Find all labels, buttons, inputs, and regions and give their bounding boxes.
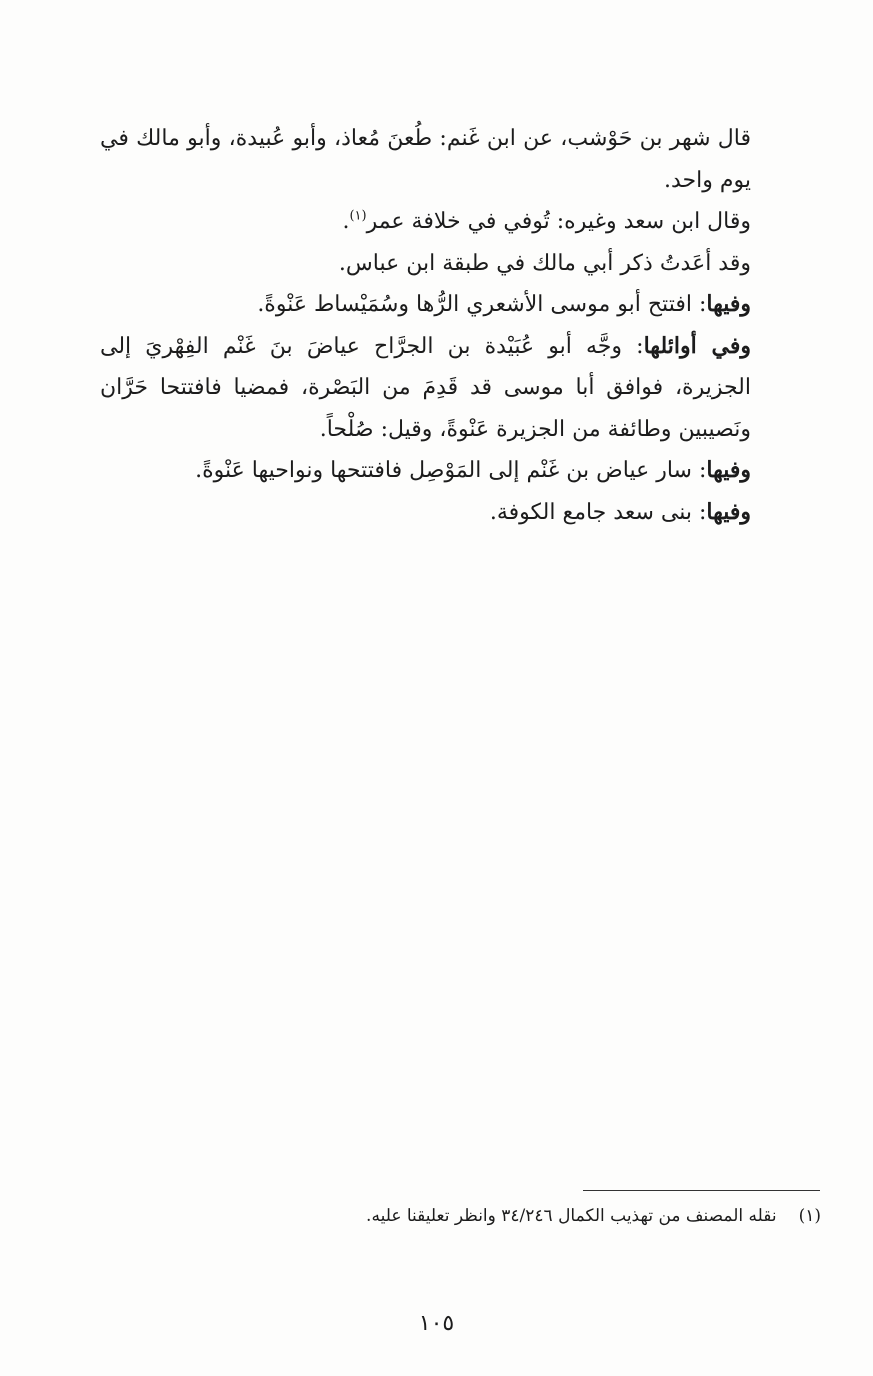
text-line	[100, 118, 803, 201]
footnote-divider	[583, 1190, 820, 1191]
paragraph-text: : وجَّه أبو عُبَيْدة بن الجرَّاح عياضَ بنَ غَنْم الفِهْريَ إلى الجزيرة، فوافق أبا موسى قد قَدِمَ من البَصْرة، فمضيا فافتتحا حَرَّان ونَصيبين وطائفة من الجزيرة عَنْوةً، وقيل: صُلْحاً.	[100, 333, 751, 442]
footnote-marker[interactable]: (١)	[349, 208, 367, 224]
paragraph-label: وفيها	[706, 498, 751, 525]
text-line	[100, 201, 803, 243]
line-4: وقد أعَدتُ ذكر أبي مالك في طبقة ابن عباس.	[338, 250, 751, 276]
paragraph-label: وفيها	[706, 291, 751, 317]
line-1: قال شهر بن حَوْشب، عن ابن غَنم: طُعنَ مُعاذ، وأبو عُبيدة، وأبو	[187, 126, 751, 151]
footnote	[270, 1201, 821, 1231]
main-text	[100, 118, 803, 533]
paragraph	[100, 450, 803, 492]
paragraph-text: : افتتح أبو موسى الأشعري الرُّها وسُمَيْساط عَنْوةً.	[257, 292, 707, 317]
page-number: ١٠٥	[418, 1311, 455, 1336]
paragraph-label: وفيها	[706, 457, 751, 483]
paragraph	[100, 492, 803, 534]
footnote-number: (١)	[798, 1206, 821, 1226]
paragraph	[100, 326, 803, 451]
paragraph-label: وفي أوائلها	[643, 332, 751, 359]
paragraph-text: : سار عياض بن غَنْم إلى المَوْصِل فافتتحها ونواحيها عَنْوةً.	[195, 458, 707, 483]
line-3: وقال ابن سعد وغيره: تُوفي في خلافة عمر	[366, 209, 751, 234]
text-line	[100, 243, 803, 285]
line-2: مالك في يوم واحد.	[100, 126, 751, 193]
paragraph	[100, 284, 803, 326]
footnote-text: نقله المصنف من تهذيب الكمال ٣٤/٢٤٦ وانظر تعليقنا عليه.	[366, 1206, 777, 1226]
line-3-end: .	[342, 209, 350, 234]
paragraph-text: : بنى سعد جامع الكوفة.	[489, 499, 707, 525]
